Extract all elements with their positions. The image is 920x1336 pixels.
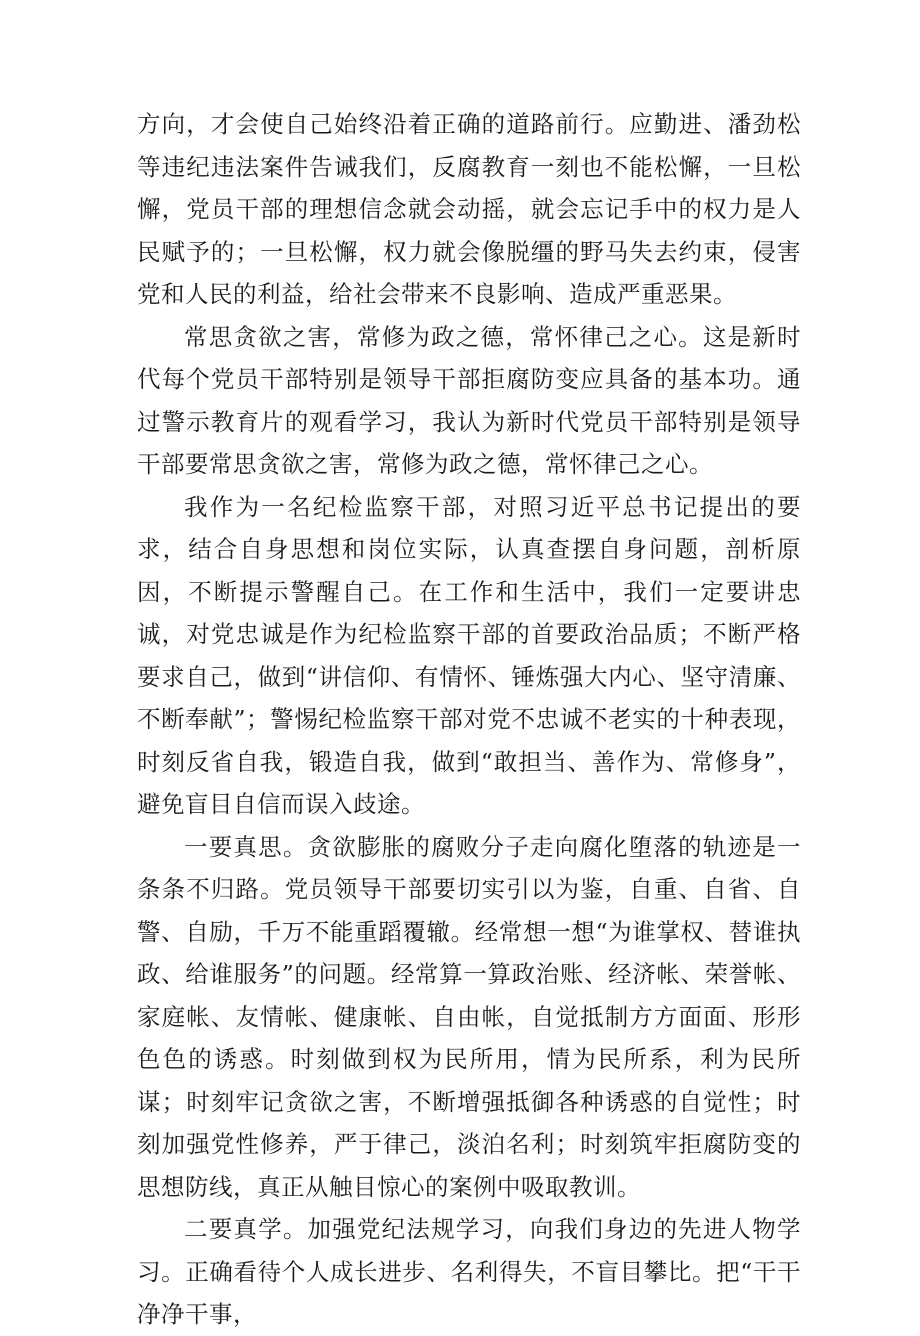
paragraph-self-reflection: 我作为一名纪检监察干部，对照习近平总书记提出的要求，结合自身思想和岗位实际，认真查摆自身问题，剖析原因，不断提示警醒自己。在工作和生活中，我们一定要讲忠诚，对党忠诚是作为纪检监察干部的首要政治品质；不断严格要求自己，做到“讲信仰、有情怀、锤炼强大内心、坚守清廉、不断奉献”；警惕纪检监察干部对党不忠诚不老实的十种表现，时刻反省自我，锻造自我，做到“敢担当、善作为、常修身”，避免盲目自信而误入歧途。 (137, 492, 801, 818)
paragraph-true-thinking: 一要真思。贪欲膨胀的腐败分子走向腐化堕落的轨迹是一条条不归路。党员领导干部要切实引以为鉴，自重、自省、自警、自励，千万不能重蹈覆辙。经常想一想“为谁掌权、替谁执政、给谁服务”的问题。经常算一算政治账、经济帐、荣誉帐、家庭帐、友情帐、健康帐、自由帐，自觉抵制方方面面、形形色色的诱惑。时刻做到权为民所用，情为民所系，利为民所谋；时刻牢记贪欲之害，不断增强抵御各种诱惑的自觉性；时刻加强党性修养，严于律己，淡泊名利；时刻筑牢拒腐防变的思想防线，真正从触目惊心的案例中吸取教训。 (137, 832, 801, 1201)
paragraph-true-learning: 二要真学。加强党纪法规学习，向我们身边的先进人物学习。正确看待个人成长进步、名利得失，不盲目攀比。把“干干净净干事， (137, 1215, 801, 1328)
document-page (137, 103, 801, 1336)
paragraph-three-constants: 常思贪欲之害，常修为政之德，常怀律己之心。这是新时代每个党员干部特别是领导干部拒腐防变应具备的基本功。通过警示教育片的观看学习，我认为新时代党员干部特别是领导干部要常思贪欲之害，常修为政之德，常怀律己之心。 (137, 322, 801, 478)
paragraph-continuation: 方向，才会使自己始终沿着正确的道路前行。应勤进、潘劲松等违纪违法案件告诫我们，反腐教育一刻也不能松懈，一旦松懈，党员干部的理想信念就会动摇，就会忘记手中的权力是人民赋予的；一旦松懈，权力就会像脱缰的野马失去约束，侵害党和人民的利益，给社会带来不良影响、造成严重恶果。 (137, 110, 801, 308)
